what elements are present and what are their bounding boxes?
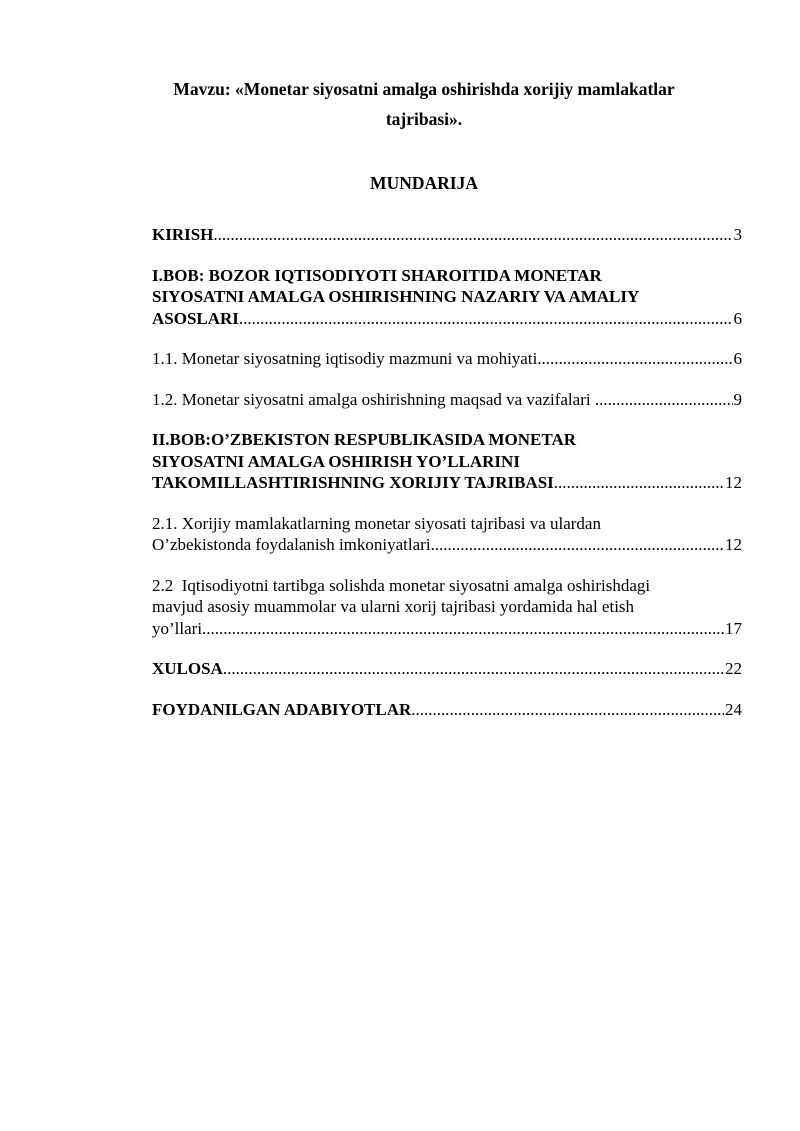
- document-topic: [120, 74, 728, 134]
- toc-entry-title: O’zbekistonda foydalanish imkoniyatlari: [152, 535, 431, 554]
- toc-leader-dots: [213, 224, 732, 246]
- toc-entry-title-line: I.BOB: BOZOR IQTISODIYOTI SHAROITIDA MONETAR: [152, 265, 602, 285]
- toc-leader-dots: [239, 308, 733, 330]
- toc-entry-title-line: II.BOB:O’ZBEKISTON RESPUBLIKASIDA MONETAR: [152, 430, 576, 449]
- toc-leader-dots: [554, 472, 724, 494]
- toc-entry-section-2-2[interactable]: [152, 575, 742, 640]
- toc-page-number: 22: [725, 659, 742, 678]
- toc-page-number: 6: [733, 308, 742, 328]
- toc-heading: MUNDARIJA: [370, 173, 478, 193]
- toc-leader-dots: [431, 534, 724, 556]
- toc-entry-title: yo’llari: [152, 618, 203, 638]
- toc-entry-section-1-1[interactable]: [152, 348, 742, 370]
- toc-page-number: 9: [733, 389, 742, 409]
- toc-entry-conclusion[interactable]: [152, 658, 742, 680]
- topic-line-2: tajribasi».: [385, 109, 463, 129]
- toc-page-number: 12: [725, 473, 742, 492]
- toc-page-number: 3: [733, 225, 742, 244]
- toc-entry-title-line: 2.1. Xorijiy mamlakatlarning monetar siyosati tajribasi va ulardan: [152, 513, 601, 533]
- toc-page-number: 17: [725, 618, 742, 638]
- toc-entry-title: ASOSLARI: [152, 308, 239, 328]
- toc-entry-references[interactable]: [152, 699, 742, 721]
- toc-entry-title: TAKOMILLASHTIRISHNING XORIJIY TAJRIBASI: [152, 473, 554, 492]
- toc-entry-title: 1.1. Monetar siyosatning iqtisodiy mazmuni va mohiyati: [152, 349, 538, 368]
- toc-page-number: 24: [725, 699, 742, 719]
- toc-page-number: 12: [725, 535, 742, 554]
- table-of-contents: [152, 224, 742, 739]
- toc-page-number: 6: [733, 349, 742, 368]
- toc-leader-dots: [223, 658, 724, 680]
- toc-entry-title: 1.2. Monetar siyosatni amalga oshirishning maqsad va vazifalari: [152, 389, 595, 409]
- toc-entry-title-line: SIYOSATNI AMALGA OSHIRISHNING NAZARIY VA AMALIY: [152, 287, 640, 306]
- topic-line-1: Mavzu: «Monetar siyosatni amalga oshirishda xorijiy mamlakatlar: [173, 79, 675, 99]
- toc-leader-dots: [595, 389, 733, 411]
- toc-entry-title: XULOSA: [152, 659, 223, 678]
- toc-entry-title-line: 2.2 Iqtisodiyotni tartibga solishda monetar siyosatni amalga oshirishdagi: [152, 575, 651, 595]
- toc-leader-dots: [537, 348, 732, 370]
- toc-entry-title: KIRISH: [152, 225, 214, 244]
- toc-entry-chapter-2[interactable]: [152, 429, 742, 494]
- toc-entry-chapter-1[interactable]: [152, 265, 742, 330]
- toc-leader-dots: [411, 699, 724, 721]
- toc-entry-section-1-2[interactable]: [152, 389, 742, 411]
- toc-entry-intro[interactable]: [152, 224, 742, 246]
- toc-entry-section-2-1[interactable]: [152, 513, 742, 556]
- toc-entry-title-line: SIYOSATNI AMALGA OSHIRISH YO’LLARINI: [152, 451, 520, 471]
- toc-entry-title-line: mavjud asosiy muammolar va ularni xorij tajribasi yordamida hal etish: [152, 597, 635, 616]
- toc-leader-dots: [202, 618, 724, 640]
- toc-entry-title: FOYDANILGAN ADABIYOTLAR: [152, 699, 412, 719]
